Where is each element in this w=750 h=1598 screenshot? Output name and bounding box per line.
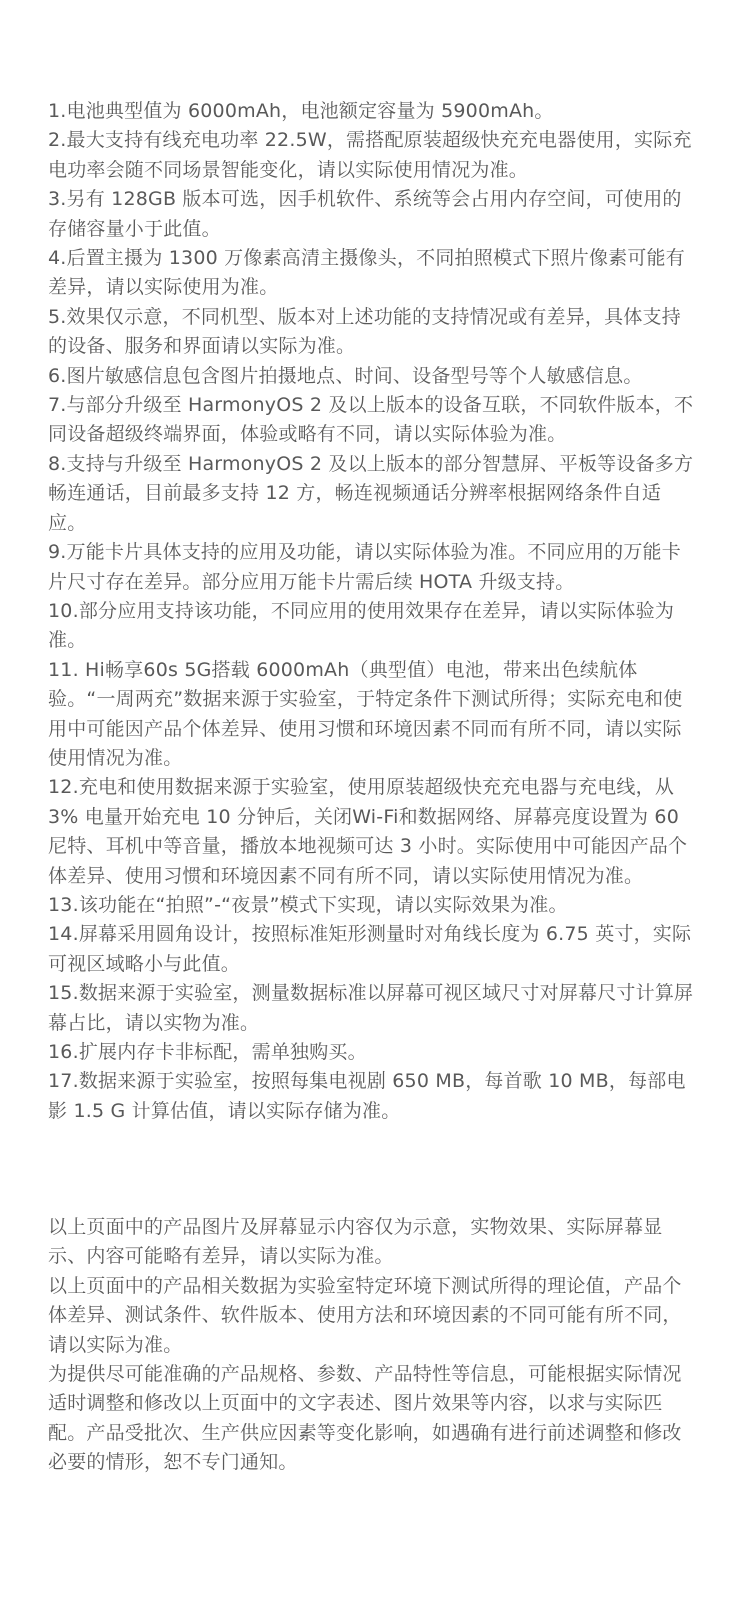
disclaimer-paragraph-3: 为提供尽可能准确的产品规格、参数、产品特性等信息，可能根据实际情况适时调整和修改以上页面中的文字表述、图片效果等内容，以求与实际匹配。产品受批次、生产供应因素等变化影响，如遇确有进行前述调整和修改必要的情形，恕不专门通知。 xyxy=(48,1363,682,1474)
footnote-13: 13.该功能在“拍照”-“夜景”模式下实现，请以实际效果为准。 xyxy=(48,893,568,916)
footnote-11: 11. Hi畅享60s 5G搭载 6000mAh（典型值）电池，带来出色续航体验。“一周两充”数据来源于实验室，于特定条件下测试所得；实际充电和使用中可能因产品个体差异、使用习惯和环境因素不同而有所不同，请以实际使用情况为准。 xyxy=(48,658,683,769)
footnote-7: 7.与部分升级至 HarmonyOS 2 及以上版本的设备互联，不同软件版本，不同设备超级终端界面，体验或略有不同，请以实际体验为准。 xyxy=(48,394,694,446)
footnote-2: 2.最大支持有线充电功率 22.5W，需搭配原装超级快充充电器使用，实际充电功率会随不同场景智能变化，请以实际使用情况为准。 xyxy=(48,129,692,181)
footnote-10: 10.部分应用支持该功能，不同应用的使用效果存在差异，请以实际体验为准。 xyxy=(48,599,675,652)
general-disclaimer xyxy=(48,1213,688,1478)
footnote-15: 15.数据来源于实验室，测量数据标准以屏幕可视区域尺寸对屏幕尺寸计算屏幕占比，请以实物为准。 xyxy=(48,982,694,1034)
footnote-6: 6.图片敏感信息包含图片拍摄地点、时间、设备型号等个人敏感信息。 xyxy=(48,364,643,387)
footnote-1: 1.电池典型值为 6000mAh，电池额定容量为 5900mAh。 xyxy=(48,100,554,122)
footnote-8: 8.支持与升级至 HarmonyOS 2 及以上版本的部分智慧屏、平板等设备多方畅连通话，目前最多支持 12 方，畅连视频通话分辨率根据网络条件自适应。 xyxy=(48,452,694,534)
footnote-12: 12.充电和使用数据来源于实验室，使用原装超级快充充电器与充电线，从 3% 电量开始充电 10 分钟后，关闭Wi-Fi和数据网络、屏幕亮度设置为 60 尼特、耳机中等音量，播放本地视频可达 3 小时。实际使用中可能因产品个体差异、使用习惯和环境因素不同有所不同，请以实际使用情况为准。 xyxy=(48,776,688,887)
footnote-list xyxy=(48,97,696,1126)
footnote-9: 9.万能卡片具体支持的应用及功能，请以实际体验为准。不同应用的万能卡片尺寸存在差异。部分应用万能卡片需后续 HOTA 升级支持。 xyxy=(48,541,681,593)
disclaimer-paragraph-1: 以上页面中的产品图片及屏幕显示内容仅为示意，实物效果、实际屏幕显示、内容可能略有差异，请以实际为准。 xyxy=(48,1216,663,1268)
footnote-4: 4.后置主摄为 1300 万像素高清主摄像头，不同拍照模式下照片像素可能有差异，请以实际使用为准。 xyxy=(48,247,685,299)
footnote-3: 3.另有 128GB 版本可选，因手机软件、系统等会占用内存空间，可使用的存储容量小于此值。 xyxy=(48,188,682,240)
footnote-16: 16.扩展内存卡非标配，需单独购买。 xyxy=(48,1041,367,1063)
footnote-5: 5.效果仅示意，不同机型、版本对上述功能的支持情况或有差异，具体支持的设备、服务和界面请以实际为准。 xyxy=(48,305,681,358)
footnote-17: 17.数据来源于实验室，按照每集电视剧 650 MB，每首歌 10 MB，每部电影 1.5 G 计算估值，请以实际存储为准。 xyxy=(48,1070,686,1122)
footnote-14: 14.屏幕采用圆角设计，按照标准矩形测量时对角线长度为 6.75 英寸，实际可视区域略小与此值。 xyxy=(48,923,692,975)
disclaimer-paragraph-2: 以上页面中的产品相关数据为实验室特定环境下测试所得的理论值，产品个体差异、测试条件、软件版本、使用方法和环境因素的不同可能有所不同，请以实际为准。 xyxy=(48,1274,682,1356)
